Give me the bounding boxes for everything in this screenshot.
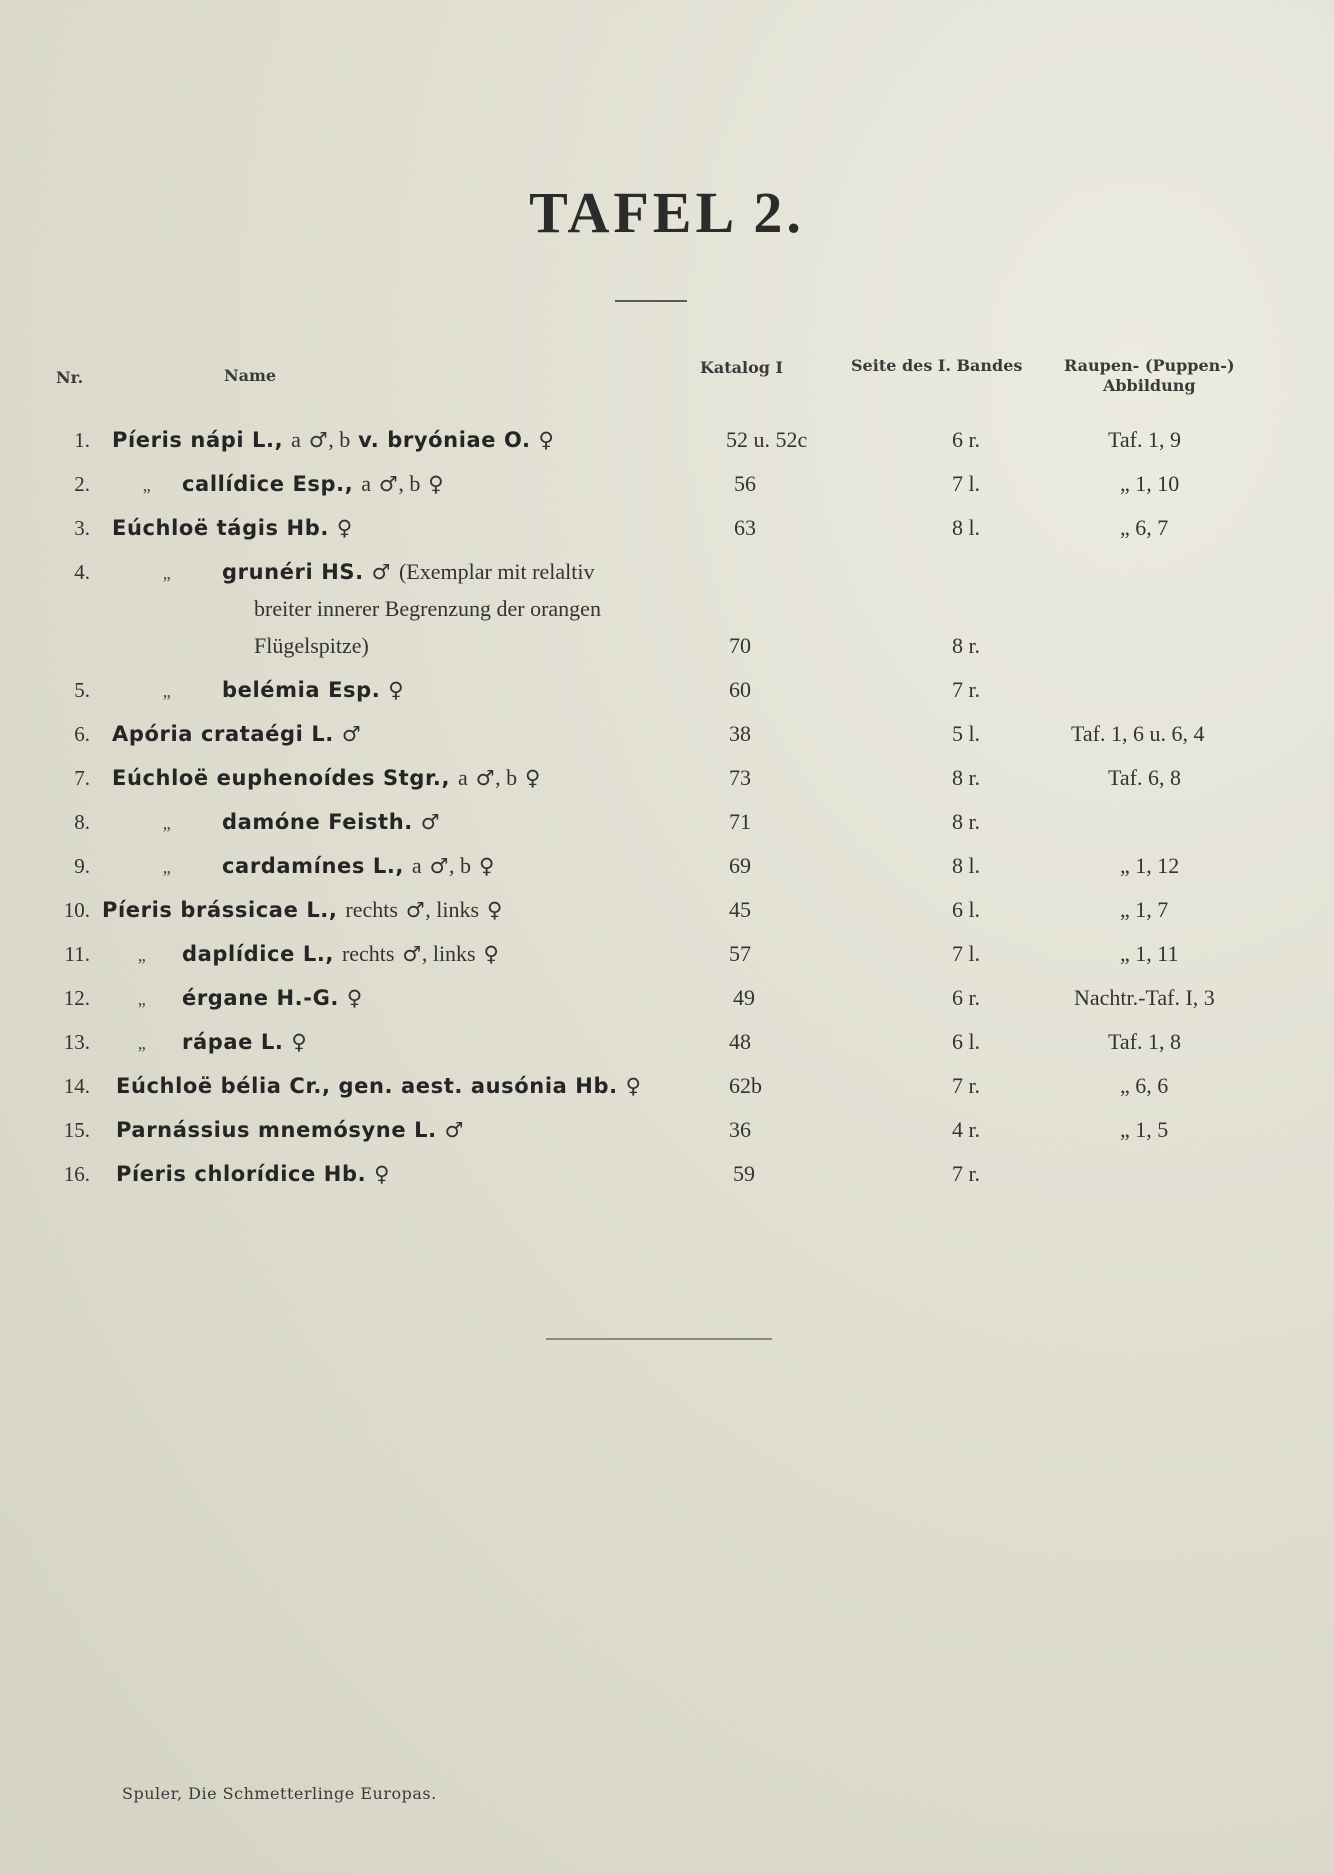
table-row [0,675,1334,719]
seite-value: 7 l. [951,941,981,966]
katalog-value: 59 [733,1161,755,1186]
abbildung-value: Taf. 1, 8 [1108,1029,1181,1054]
species-name: Eúchloë tágis Hb. ♀ [112,516,353,540]
row-number: 7. [74,766,90,790]
katalog-value: 56 [734,471,756,496]
row-number: 3. [74,516,90,540]
katalog-value: 45 [729,897,751,922]
female-symbol: ♀ [336,516,353,540]
seite-value: 7 r. [951,1073,981,1098]
row-number: 15. [63,1118,90,1142]
female-symbol: ♀ [346,986,363,1010]
seite-value: 8 l. [951,853,981,878]
table-row [0,1159,1334,1203]
seite-value: 6 r. [951,427,981,452]
row-number: 5. [74,678,90,702]
katalog-value: 60 [729,677,751,702]
male-symbol: ♂ [402,942,422,966]
species-name: Píeris brássicae L., rechts ♂, links ♀ [102,897,503,922]
species-name: „ grunéri HS. ♂ (Exemplar mit relaltiv [112,557,594,588]
table-row [0,1027,1334,1071]
row-number: 13. [63,1030,90,1054]
table-row [0,851,1334,895]
row-number: 12. [63,986,90,1010]
row-number: 8. [74,810,90,834]
table-row [0,469,1334,513]
katalog-value: 57 [729,941,751,966]
abbildung-value: Taf. 6, 8 [1108,765,1181,790]
female-symbol: ♀ [625,1074,642,1098]
column-header-seite: Seite des I. Bandes [851,356,1023,375]
abbildung-value: „ 6, 7 [1120,515,1169,540]
seite-value: 6 l. [951,897,981,922]
female-symbol: ♀ [487,898,503,922]
table-row [0,513,1334,557]
title-divider [615,300,687,302]
male-symbol: ♂ [378,472,399,496]
ditto-mark: „ [142,475,152,495]
table-row [0,425,1334,469]
male-symbol: ♂ [420,810,441,834]
seite-value: 7 r. [951,1161,981,1186]
ditto-mark: „ [162,857,172,877]
species-name: Apória crataégi L. ♂ [112,722,362,746]
table-row [0,557,1334,677]
ditto-mark: „ [137,1033,147,1053]
table-row [0,719,1334,763]
female-symbol: ♀ [478,854,495,878]
table-row [0,939,1334,983]
page-title: TAFEL 2. [529,180,805,245]
row-number: 10. [63,898,90,922]
table-row [0,1115,1334,1159]
row-number: 9. [74,854,90,878]
column-header-name: Name [224,366,277,385]
row-number: 16. [63,1162,90,1186]
seite-value: 6 r. [951,985,981,1010]
species-name: Píeris chlorídice Hb. ♀ [116,1162,391,1186]
table-row [0,763,1334,807]
seite-value: 4 r. [951,1117,981,1142]
species-description-line: breiter innerer Begrenzung der orangen [254,596,601,621]
katalog-value: 36 [729,1117,751,1142]
table-row [0,895,1334,939]
katalog-value: 49 [733,985,755,1010]
row-number: 6. [74,722,90,746]
abbildung-value: „ 1, 11 [1120,941,1179,966]
female-symbol: ♀ [525,766,542,790]
species-name: Parnássius mnemósyne L. ♂ [116,1118,465,1142]
seite-value: 8 r. [951,809,981,834]
column-header-abbildung [1064,356,1235,396]
seite-value: 8 r. [951,765,981,790]
species-name: „ belémia Esp. ♀ [112,675,404,706]
male-symbol: ♂ [429,854,450,878]
abbildung-value: Nachtr.-Taf. I, 3 [1074,985,1215,1010]
katalog-value: 48 [729,1029,751,1054]
ditto-mark: „ [162,681,172,701]
ditto-mark: „ [162,563,172,583]
abbildung-value: „ 1, 10 [1120,471,1180,496]
female-symbol: ♀ [291,1030,308,1054]
male-symbol: ♂ [475,766,496,790]
seite-value: 8 r. [951,633,981,658]
species-description-line: Flügelspitze) [254,633,369,658]
female-symbol: ♀ [388,678,405,702]
row-number: 4. [74,560,90,584]
species-name: „ daplídice L., rechts ♂, links ♀ [102,939,500,970]
katalog-value: 52 u. 52c [726,427,808,452]
male-symbol: ♂ [341,722,362,746]
seite-value: 7 r. [951,677,981,702]
katalog-value: 70 [729,633,751,658]
male-symbol: ♂ [444,1118,465,1142]
row-number: 14. [63,1074,90,1098]
female-symbol: ♀ [428,472,445,496]
row-number: 2. [74,472,90,496]
table-row [0,983,1334,1027]
female-symbol: ♀ [374,1162,391,1186]
species-name: „ callídice Esp., a ♂, b ♀ [112,469,444,500]
abbildung-value: Taf. 1, 9 [1108,427,1181,452]
seite-value: 8 l. [951,515,981,540]
ditto-mark: „ [137,945,147,965]
seite-value: 7 l. [951,471,981,496]
column-header-katalog: Katalog I [700,358,784,377]
species-name: „ damóne Feisth. ♂ [112,807,440,838]
abbildung-value: „ 1, 7 [1120,897,1169,922]
female-symbol: ♀ [538,428,555,452]
abbildung-value: „ 1, 5 [1120,1117,1169,1142]
katalog-value: 69 [729,853,751,878]
species-name: Eúchloë bélia Cr., gen. aest. ausónia Hb. ♀ [116,1074,642,1098]
abbildung-value: Taf. 1, 6 u. 6, 4 [1071,721,1205,746]
katalog-value: 62b [729,1073,762,1098]
species-name: Eúchloë euphenoídes Stgr., a ♂, b ♀ [112,765,542,790]
male-symbol: ♂ [405,898,426,922]
species-name: „ cardamínes L., a ♂, b ♀ [112,851,495,882]
bottom-divider [546,1338,772,1340]
species-name: Píeris nápi L., a ♂, b v. bryóniae O. ♀ [112,427,555,452]
katalog-value: 73 [729,765,751,790]
table-row [0,1071,1334,1115]
ditto-mark: „ [162,813,172,833]
column-header-nr: Nr. [56,368,84,387]
column-header-abbildung-line2: Abbildung [1102,376,1196,395]
male-symbol: ♂ [371,560,392,584]
katalog-value: 63 [734,515,756,540]
abbildung-value: „ 6, 6 [1120,1073,1169,1098]
table-row [0,807,1334,851]
male-symbol: ♂ [308,428,329,452]
seite-value: 6 l. [951,1029,981,1054]
katalog-value: 38 [729,721,751,746]
footer-citation: Spuler, Die Schmetterlinge Europas. [122,1784,437,1803]
species-name: „ érgane H.-G. ♀ [102,983,363,1014]
katalog-value: 71 [729,809,751,834]
row-number: 1. [74,428,90,452]
seite-value: 5 l. [951,721,981,746]
female-symbol: ♀ [483,942,500,966]
species-name: „ rápae L. ♀ [102,1027,307,1058]
abbildung-value: „ 1, 12 [1120,853,1180,878]
row-number: 11. [64,942,90,966]
column-header-abbildung-line1: Raupen- (Puppen-) [1064,356,1235,375]
ditto-mark: „ [137,989,147,1009]
